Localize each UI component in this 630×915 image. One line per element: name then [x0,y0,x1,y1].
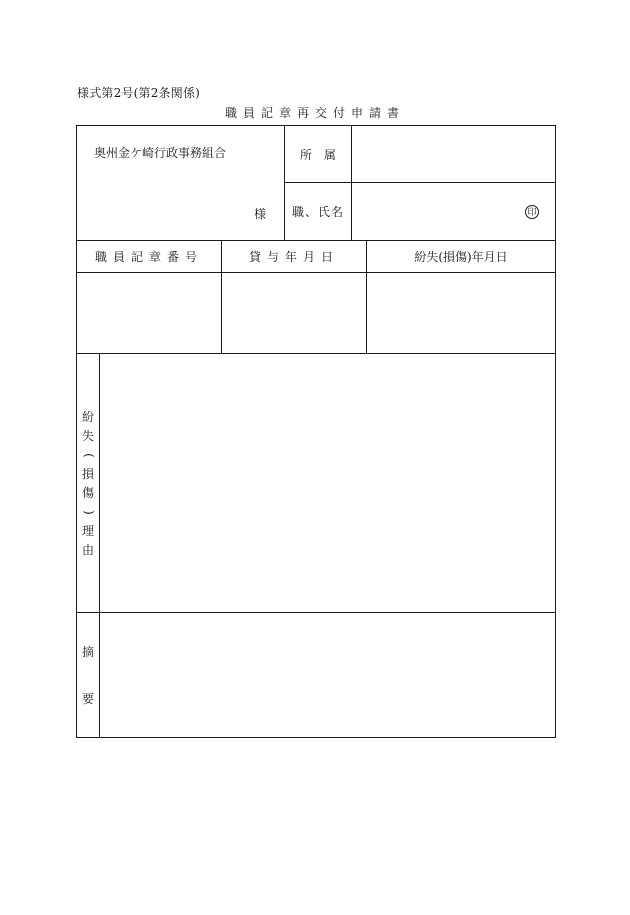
reason-label-char: 紛 [81,410,94,424]
cell-issue-date[interactable] [222,273,366,353]
divider-label-column [99,353,100,738]
divider-labels-values [351,125,352,241]
frame-right-border [555,125,556,738]
seal-mark: 印 [525,205,539,219]
reason-label-char: 傷 [81,486,94,500]
cell-badge-number[interactable] [77,273,221,353]
remarks-label-char: 摘 [82,645,95,659]
divider-reason-remarks [76,612,556,613]
reason-label-char: 損 [81,467,94,481]
reason-label-char: 理 [81,524,94,538]
cell-loss-date[interactable] [367,273,555,353]
affiliation-label: 所 属 [299,147,336,162]
reason-label-char: 由 [81,543,94,557]
addressee-honorific: 様 [254,207,267,221]
addressee-name: 奥州金ケ崎行政事務組合 [94,146,227,160]
reason-label-char: ( [81,453,96,458]
divider-table-reason [76,353,556,354]
remarks-label-char: 要 [82,692,95,706]
name-field[interactable] [360,204,516,220]
col-header-badge-number: 職員記章番号 [94,250,203,264]
reason-label [77,408,99,560]
reason-label-char: 失 [81,429,94,443]
reason-label-char: ) [81,510,96,515]
reason-field[interactable] [108,362,548,378]
affiliation-field[interactable] [360,146,548,162]
form-reference: 様式第2号(第2条関係) [77,86,201,100]
col-header-loss-date: 紛失(損傷)年月日 [414,250,508,264]
remarks-field[interactable] [108,621,548,637]
frame-bottom-border [76,737,556,738]
name-label: 職、氏名 [291,205,344,219]
form-title: 職員記章再交付申請書 [224,106,405,120]
col-header-issue-date: 貸与年月日 [248,250,339,264]
